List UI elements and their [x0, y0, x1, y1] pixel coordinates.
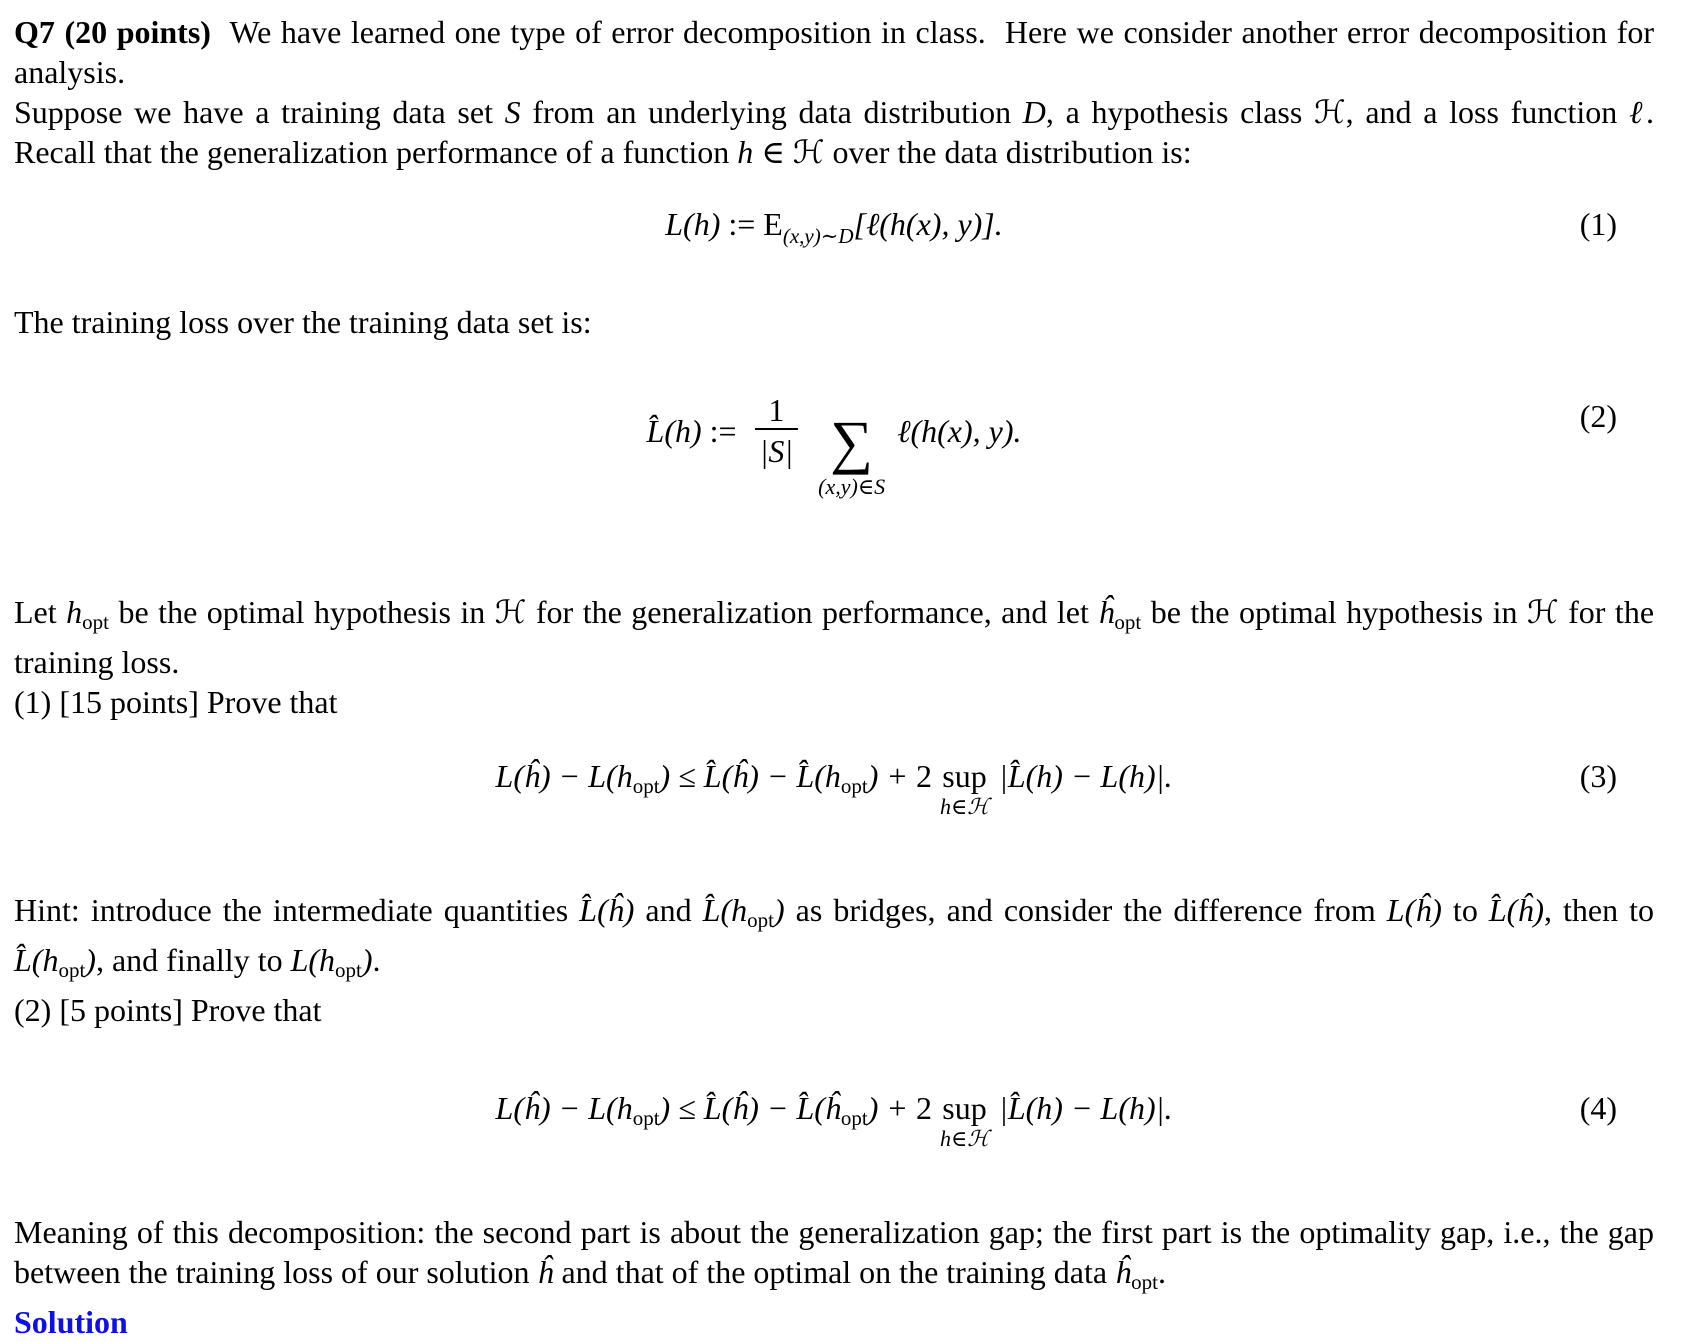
sigma-symbol: ∑: [830, 409, 874, 475]
math-run: |L̂(h) − L(h)|.: [999, 1090, 1173, 1126]
script-letter: ℋ: [1314, 93, 1346, 131]
fraction-denominator: |S|: [755, 428, 799, 472]
subscript-run: opt: [840, 774, 868, 798]
subscript-run: opt: [82, 610, 109, 634]
text-run: , a hypothesis class: [1045, 94, 1315, 130]
math-run: ) ≤ L̂(ĥ) − L̂(h: [659, 758, 841, 794]
text-run: Hint: introduce the intermediate quantities: [14, 892, 580, 928]
text-run: ∈: [753, 134, 793, 170]
text-run: .: [1157, 1254, 1166, 1290]
math-run: L(ĥ) − L(h: [495, 758, 633, 794]
script-letter: ℋ: [792, 133, 825, 171]
text-run: 2: [916, 758, 933, 794]
math-run: S: [504, 94, 521, 130]
math-run: h: [737, 134, 754, 170]
math-run: ĥ: [1115, 1254, 1132, 1290]
equation-3-body: [495, 758, 1173, 819]
sup-operator: [940, 1088, 989, 1152]
equation-3-number: (3): [1579, 758, 1617, 794]
sup-limits: h∈ℋ: [940, 1126, 990, 1151]
text-run: We have learned one type of error decomposition in class. Here we consider another error decomposition for analysis.: [14, 14, 1655, 90]
text-run: be the optimal hypothesis in: [108, 594, 495, 630]
math-run: L̂(h): [646, 413, 702, 449]
text-run: , and a loss function: [1345, 94, 1629, 130]
paragraph-part1-prompt: [14, 682, 1654, 722]
equation-2: [14, 392, 1654, 499]
math-run: L̂(h: [702, 892, 748, 928]
text-run: and: [634, 892, 703, 928]
blackboard-letter: E: [763, 206, 783, 242]
text-run: :=: [720, 206, 764, 242]
subscript-run: opt: [1131, 1270, 1158, 1294]
math-run: |L̂(h) − L(h)|.: [999, 758, 1173, 794]
subscript-run: opt: [840, 1106, 868, 1130]
math-run: L(h): [665, 206, 721, 242]
sup-word: sup: [942, 1090, 987, 1126]
equation-4-number: (4): [1579, 1090, 1617, 1126]
sup-word: sup: [942, 758, 987, 794]
equation-1: [14, 204, 1654, 256]
math-run: ) +: [867, 758, 917, 794]
subscript-run: opt: [58, 958, 86, 982]
equation-1-body: [665, 206, 1003, 248]
subscript-run: opt: [632, 774, 660, 798]
math-run: ) +: [867, 1090, 917, 1126]
paragraph-part2-prompt: [14, 990, 1654, 1030]
text-run: The training loss over the training data set is:: [14, 304, 592, 340]
script-letter: ℋ: [1527, 593, 1559, 631]
paragraph-hopt-definitions: [14, 592, 1654, 682]
math-run: L̂(ĥ): [1488, 892, 1544, 928]
math-run: L(ĥ) − L(h: [495, 1090, 633, 1126]
equation-2-body: [646, 392, 1022, 499]
math-run: L(ĥ): [1386, 892, 1442, 928]
equation-4: [14, 1088, 1654, 1152]
subscript-run: opt: [1114, 610, 1142, 634]
document-body: [14, 12, 1654, 1342]
paragraph-q7-header: [14, 12, 1654, 92]
text-run: and that of the optimal on the training data: [553, 1254, 1116, 1290]
text-run: (2) [5 points] Prove that: [14, 992, 322, 1028]
math-run: ) ≤ L̂(ĥ) − L̂(ĥ: [659, 1090, 841, 1126]
calligraphic-letter: D: [1022, 94, 1046, 130]
equation-4-body: [495, 1090, 1173, 1151]
text-run: 2: [916, 1090, 933, 1126]
text-run: .: [372, 942, 381, 978]
paragraph-meaning: [14, 1212, 1654, 1302]
fraction: [755, 392, 799, 472]
text-run: (1) [15 points] Prove that: [14, 684, 338, 720]
paragraph-hint: [14, 890, 1654, 990]
text-run: over the data distribution is:: [824, 134, 1192, 170]
sup-limits: h∈ℋ: [940, 794, 990, 819]
math-run: L(h: [290, 942, 336, 978]
math-run: ℓ: [1629, 94, 1647, 130]
math-run: L̂(ĥ): [579, 892, 635, 928]
math-run: h: [66, 594, 83, 630]
text-run: for the training loss.: [14, 594, 1655, 680]
text-run: to: [1441, 892, 1489, 928]
sum-limits: (x,y)∈S: [818, 474, 886, 499]
math-run: ): [85, 942, 96, 978]
paragraph-training-loss-intro: [14, 302, 1654, 342]
math-run: ĥ: [1098, 594, 1115, 630]
equation-2-number: (2): [1579, 398, 1617, 434]
math-run: ĥ: [537, 1254, 554, 1290]
equation-3: [14, 756, 1654, 820]
text-run: , then to: [1543, 892, 1655, 928]
text-run: . Recall that the generalization performance of a function: [14, 94, 1655, 170]
text-run: as bridges, and consider the difference from: [784, 892, 1387, 928]
math-run: ): [773, 892, 785, 928]
text-run: from an underlying data distribution: [520, 94, 1023, 130]
text-run: Let: [14, 594, 67, 630]
document-page: [0, 12, 1702, 1340]
bold-text-run: Q7 (20 points): [14, 14, 211, 50]
solution-label: Solution: [14, 1304, 128, 1340]
math-run: L̂(h: [14, 942, 59, 978]
math-run: ℓ(h(x), y).: [897, 413, 1022, 449]
text-run: :=: [701, 413, 745, 449]
text-run: Suppose we have a training data set: [14, 94, 505, 130]
math-run: [ℓ(h(x), y)].: [853, 206, 1003, 242]
sup-operator: [940, 756, 989, 820]
sum-operator: [818, 409, 886, 500]
text-run: Meaning of this decomposition: the second part is about the generalization gap; the first part is the optimality gap, i.e., the gap between the training loss of our solution: [14, 1214, 1654, 1290]
math-subscript-run: (x,y)∼D: [782, 224, 854, 248]
equation-1-number: (1): [1579, 206, 1617, 242]
fraction-numerator: 1: [768, 392, 785, 428]
subscript-run: opt: [335, 958, 362, 982]
script-letter: ℋ: [494, 593, 527, 631]
text-run: be the optimal hypothesis in: [1141, 594, 1527, 630]
paragraph-setup: [14, 92, 1654, 172]
text-run: for the generalization performance, and let: [526, 594, 1099, 630]
math-run: ): [361, 942, 373, 978]
subscript-run: opt: [747, 908, 774, 932]
text-run: , and finally to: [95, 942, 291, 978]
subscript-run: opt: [632, 1106, 660, 1130]
